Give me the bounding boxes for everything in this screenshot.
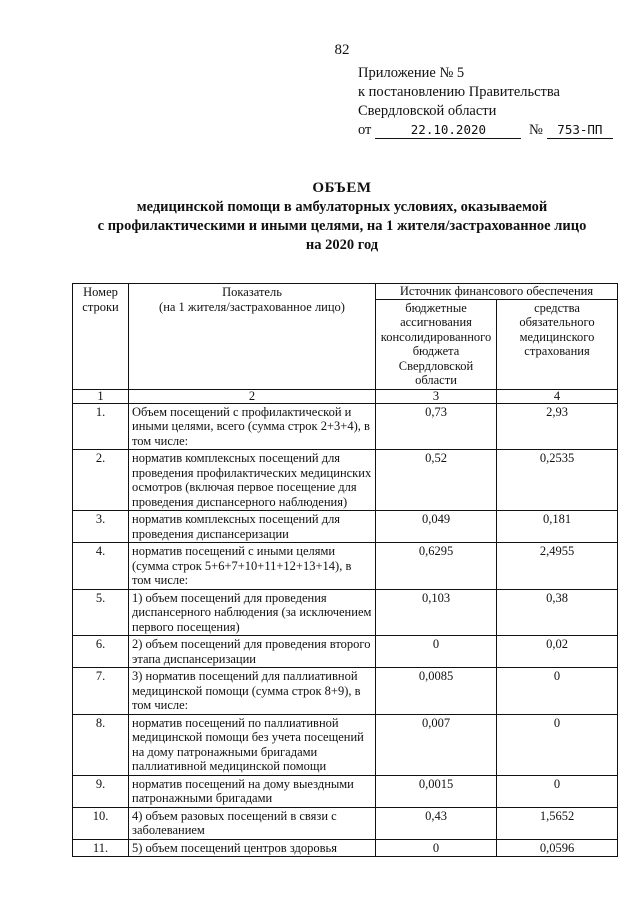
column-number: 2: [129, 389, 376, 403]
title-line-3: с профилактическими и иными целями, на 1 жителя/застрахованное лицо: [97, 218, 587, 234]
indicator-cell: 4) объем разовых посещений в связи с заболеванием: [129, 807, 376, 839]
indicator-cell: 3) норматив посещений для паллиативной медицинской помощи (сумма строк 8+9), в том числе:: [129, 668, 376, 715]
row-number-cell: 10.: [73, 807, 129, 839]
row-number-cell: 11.: [73, 839, 129, 857]
table-row: [73, 589, 618, 636]
table-row: [73, 839, 618, 857]
header-indicator: [129, 284, 376, 390]
header-oms: средства обязательного медицинского страхования: [497, 299, 618, 389]
indicator-cell: норматив посещений на дому выездными патронажными бригадами: [129, 775, 376, 807]
oms-value-cell: 2,4955: [497, 543, 618, 590]
row-number-cell: 5.: [73, 589, 129, 636]
title-line-2: медицинской помощи в амбулаторных условиях, оказываемой: [136, 199, 548, 215]
header-indicator-line-2: (на 1 жителя/застрахованное лицо): [159, 299, 345, 314]
budget-value-cell: 0,73: [376, 403, 497, 450]
row-number-cell: 8.: [73, 714, 129, 775]
indicator-cell: норматив посещений с иными целями (сумма строк 5+6+7+10+11+12+13+14), в том числе:: [129, 543, 376, 590]
oms-value-cell: 0,181: [497, 511, 618, 543]
volume-table: [72, 283, 618, 857]
table-row: [73, 511, 618, 543]
oms-value-cell: 0: [497, 668, 618, 715]
oms-value-cell: 2,93: [497, 403, 618, 450]
budget-value-cell: 0,0085: [376, 668, 497, 715]
appendix-line-2: к постановлению Правительства: [358, 84, 560, 100]
header-row-number: Номер строки: [73, 284, 129, 390]
column-number-row: [73, 389, 618, 403]
table-row: [73, 403, 618, 450]
appendix-line-1: Приложение № 5: [358, 65, 465, 81]
row-number-cell: 9.: [73, 775, 129, 807]
oms-value-cell: 0: [497, 775, 618, 807]
column-number: 1: [73, 389, 129, 403]
oms-value-cell: 0,38: [497, 589, 618, 636]
row-number-cell: 7.: [73, 668, 129, 715]
appendix-line-3: Свердловской области: [358, 103, 497, 119]
budget-value-cell: 0: [376, 839, 497, 857]
oms-value-cell: 0: [497, 714, 618, 775]
page-number: 82: [334, 42, 350, 58]
budget-value-cell: 0,103: [376, 589, 497, 636]
resolution-number: 753-ПП: [547, 122, 613, 139]
budget-value-cell: 0,0015: [376, 775, 497, 807]
budget-value-cell: 0,52: [376, 450, 497, 511]
budget-value-cell: 0,007: [376, 714, 497, 775]
indicator-cell: 1) объем посещений для проведения диспансерного наблюдения (за исключением первого посещения): [129, 589, 376, 636]
budget-value-cell: 0,6295: [376, 543, 497, 590]
indicator-cell: норматив комплексных посещений для проведения профилактических медицинских осмотров (включая первое посещение для проведения диспансерного наблюдения): [129, 450, 376, 511]
indicator-cell: норматив посещений по паллиативной медицинской помощи без учета посещений на дому патронажными бригадами паллиативной медицинской помощи: [129, 714, 376, 775]
indicator-cell: 5) объем посещений центров здоровья: [129, 839, 376, 857]
row-number-cell: 3.: [73, 511, 129, 543]
row-number-cell: 6.: [73, 636, 129, 668]
table-row: [73, 668, 618, 715]
budget-value-cell: 0,43: [376, 807, 497, 839]
row-number-cell: 2.: [73, 450, 129, 511]
title-line-4: на 2020 год: [305, 237, 379, 253]
indicator-cell: норматив комплексных посещений для проведения диспансеризации: [129, 511, 376, 543]
appendix-date-line: [358, 121, 613, 140]
header-source: Источник финансового обеспечения: [376, 284, 618, 300]
resolution-date: 22.10.2020: [375, 122, 521, 139]
table-row: [73, 450, 618, 511]
number-prefix: №: [529, 122, 543, 138]
header-budget: бюджетные ассигнования консолидированного бюджета Свердловской области: [376, 299, 497, 389]
date-prefix: от: [358, 122, 372, 138]
indicator-cell: 2) объем посещений для проведения второго этапа диспансеризации: [129, 636, 376, 668]
budget-value-cell: 0: [376, 636, 497, 668]
table-row: [73, 807, 618, 839]
header-indicator-line-1: Показатель: [222, 285, 282, 299]
oms-value-cell: 0,2535: [497, 450, 618, 511]
column-number: 4: [497, 389, 618, 403]
oms-value-cell: 1,5652: [497, 807, 618, 839]
row-number-cell: 4.: [73, 543, 129, 590]
table-body: [73, 389, 618, 857]
column-number: 3: [376, 389, 497, 403]
table-row: [73, 543, 618, 590]
document-title: [0, 179, 640, 255]
table-row: [73, 775, 618, 807]
title-line-1: ОБЪЕМ: [312, 180, 372, 196]
oms-value-cell: 0,02: [497, 636, 618, 668]
table-row: [73, 636, 618, 668]
indicator-cell: Объем посещений с профилактической и иными целями, всего (сумма строк 2+3+4), в том числе:: [129, 403, 376, 450]
row-number-cell: 1.: [73, 403, 129, 450]
oms-value-cell: 0,0596: [497, 839, 618, 857]
budget-value-cell: 0,049: [376, 511, 497, 543]
appendix-block: [358, 64, 613, 140]
table-row: [73, 714, 618, 775]
